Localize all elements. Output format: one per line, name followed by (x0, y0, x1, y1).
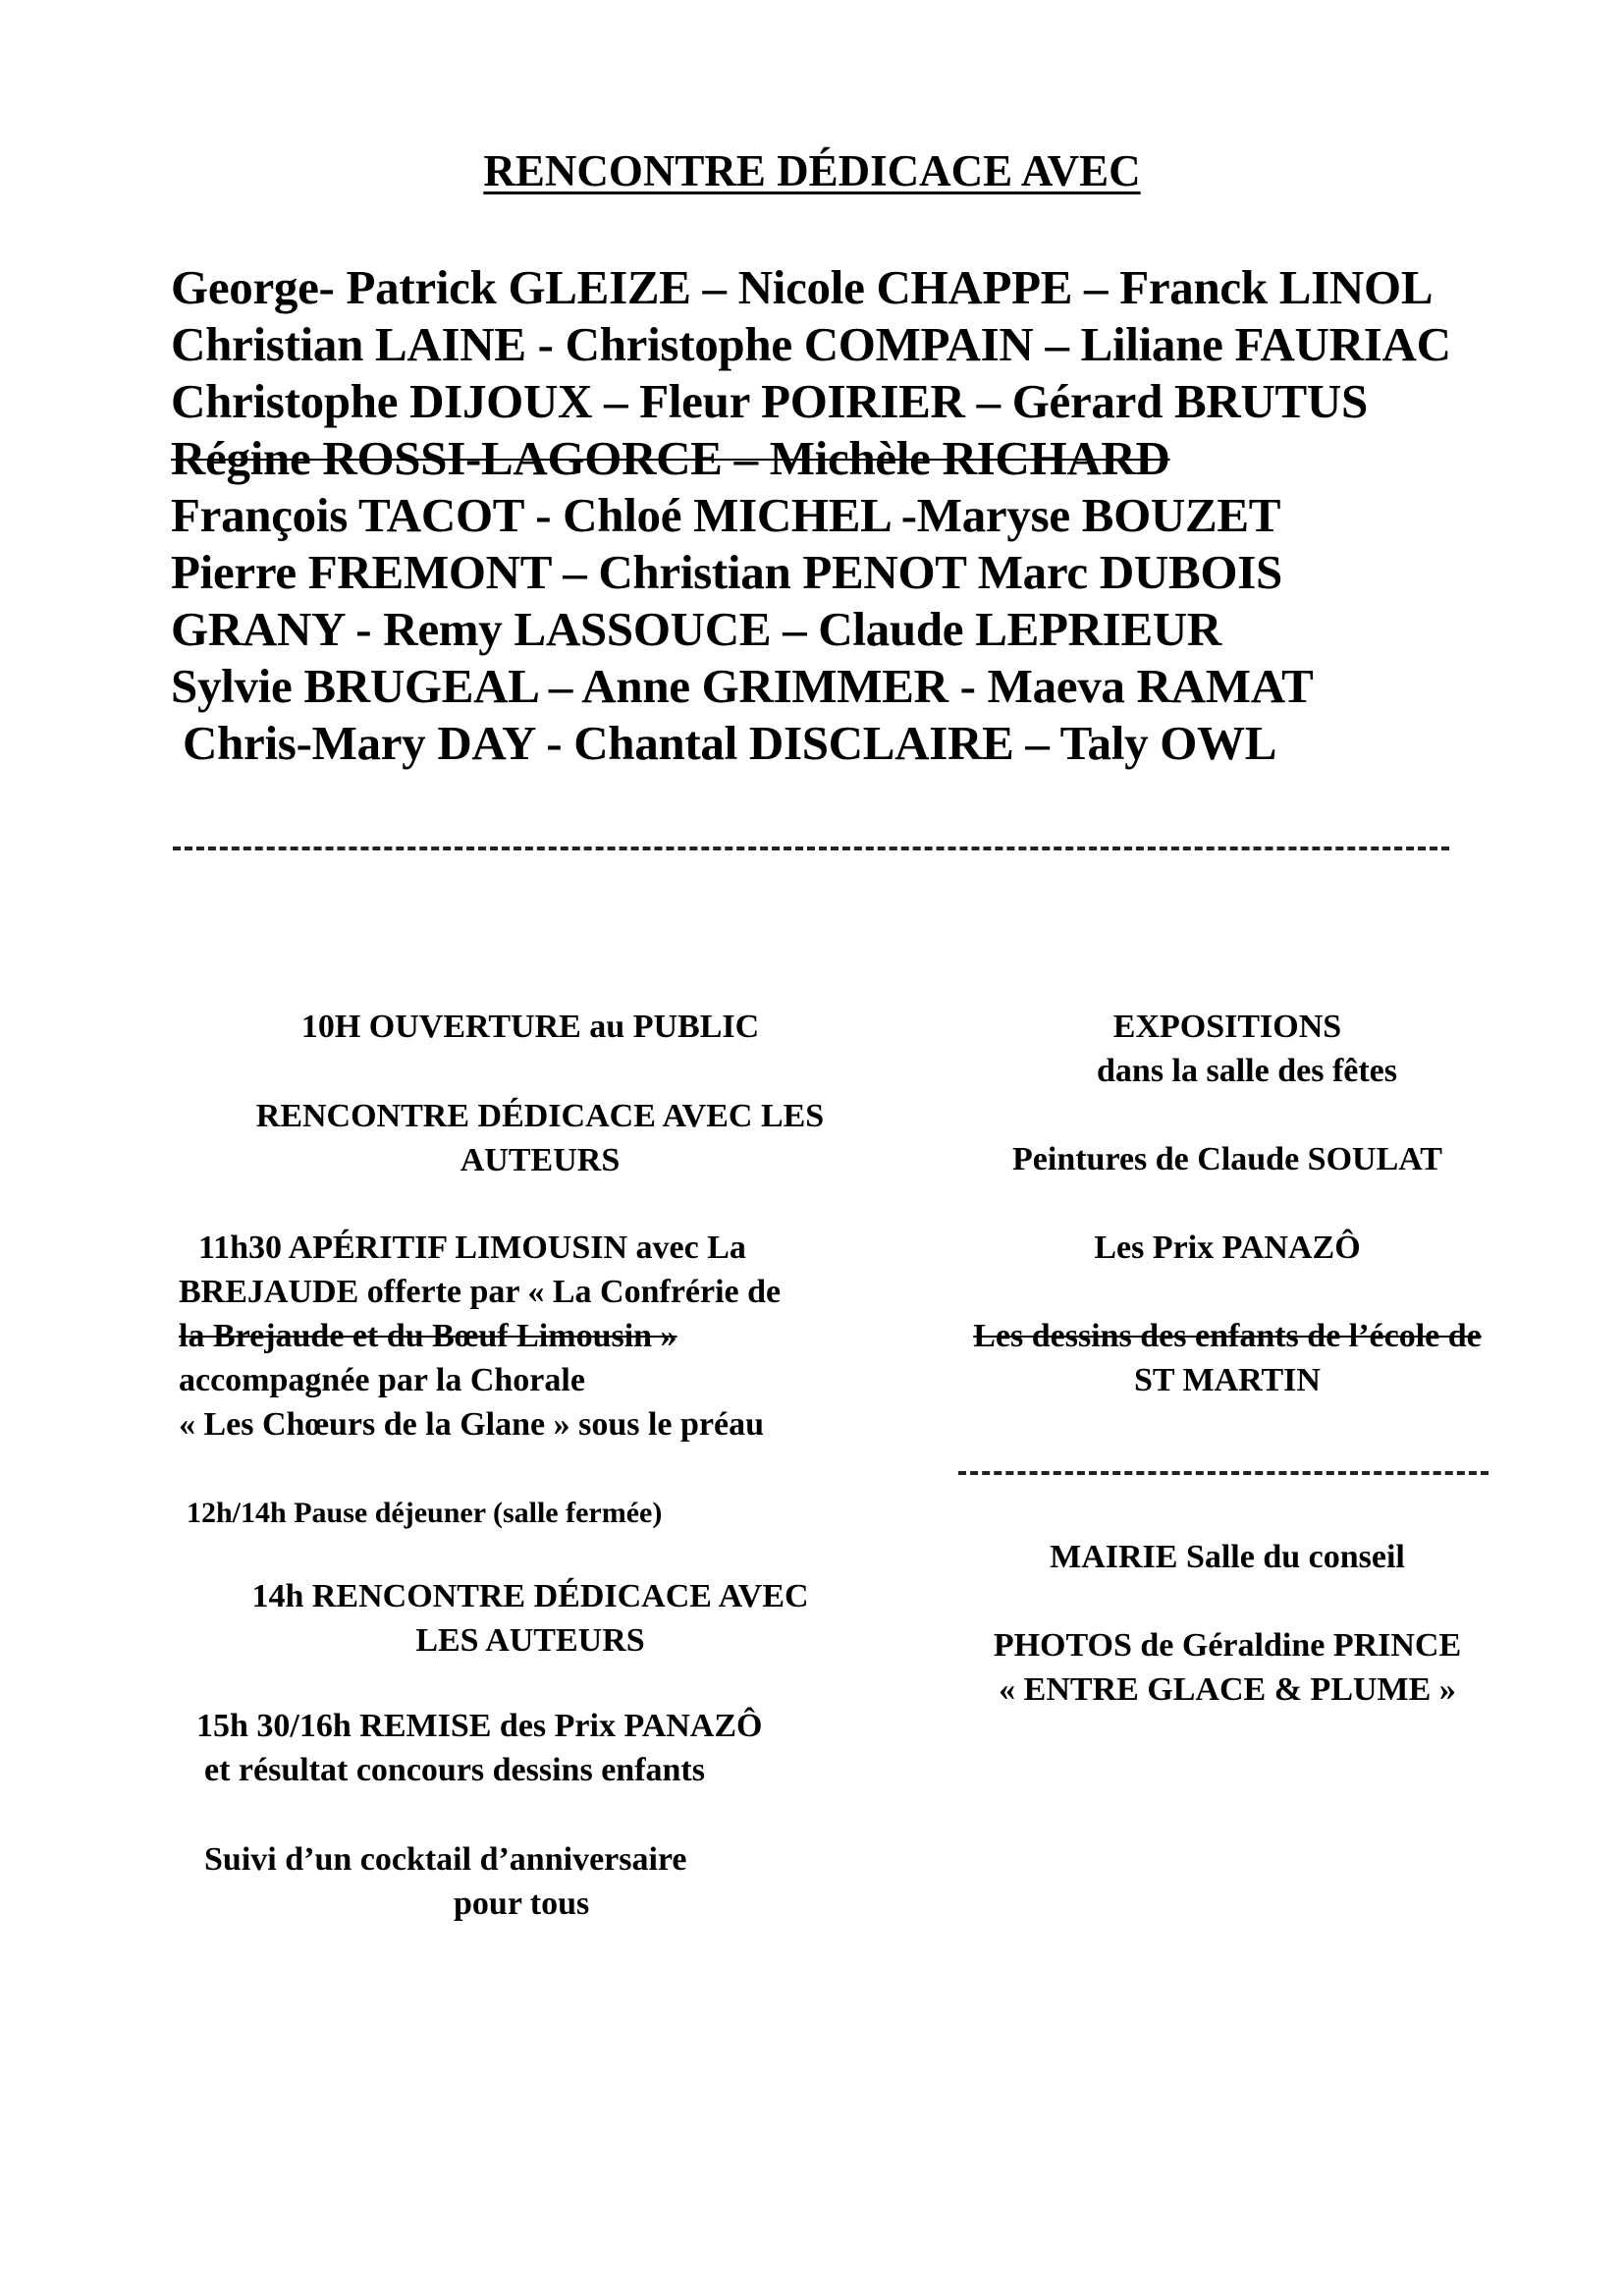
schedule-cocktail-line2: pour tous (454, 1885, 590, 1922)
schedule-meet1-line1: RENCONTRE DÉDICACE AVEC LES (255, 1098, 825, 1134)
authors-line: GRANY - Remy LASSOUCE – Claude LEPRIEUR (171, 602, 1222, 656)
exhibitions-photos-line2: « ENTRE GLACE & PLUME » (999, 1671, 1456, 1708)
schedule-awards-line2: et résultat concours dessins enfants (204, 1752, 705, 1788)
schedule-aperitif-line: « Les Chœurs de la Glane » sous le préau (179, 1406, 764, 1443)
authors-line: Christophe DIJOUX – Fleur POIRIER – Gérard BRUTUS (171, 374, 1368, 428)
schedule-meet1-line2: AUTEURS (460, 1142, 621, 1178)
schedule-lunch: 12h/14h Pause déjeuner (salle fermée) (187, 1497, 663, 1529)
exhibitions-prizes: Les Prix PANAZÔ (1094, 1229, 1361, 1266)
schedule-aperitif-line: accompagnée par la Chorale (179, 1362, 585, 1398)
exhibitions-divider (958, 1471, 1489, 1475)
exhibitions-paintings: Peintures de Claude SOULAT (1012, 1141, 1442, 1177)
exhibitions-drawings-line1: Les dessins des enfants de l’école de (973, 1318, 1482, 1354)
exhibitions-heading: EXPOSITIONS (1112, 1009, 1342, 1045)
schedule-meet2-line2: LES AUTEURS (415, 1622, 645, 1659)
authors-line: George- Patrick GLEIZE – Nicole CHAPPE – Franck LINOL (171, 260, 1434, 314)
authors-line: Sylvie BRUGEAL – Anne GRIMMER - Maeva RAMAT (171, 659, 1314, 713)
authors-line: Pierre FREMONT – Christian PENOT Marc DUBOIS (171, 545, 1282, 599)
authors-line: Régine ROSSI-LAGORCE – Michèle RICHARD (171, 431, 1170, 485)
authors-line: Chris-Mary DAY - Chantal DISCLAIRE – Taly OWL (183, 716, 1277, 770)
schedule-opening: 10H OUVERTURE au PUBLIC (300, 1009, 760, 1045)
schedule-meet2-line1: 14h RENCONTRE DÉDICACE AVEC (251, 1578, 809, 1614)
schedule-cocktail-line1: Suivi d’un cocktail d’anniversaire (204, 1841, 687, 1878)
schedule-awards-line1: 15h 30/16h REMISE des Prix PANAZÔ (196, 1708, 763, 1744)
exhibitions-location: dans la salle des fêtes (1097, 1053, 1397, 1089)
section-divider (173, 847, 1449, 850)
schedule-aperitif-line: 11h30 APÉRITIF LIMOUSIN avec La (198, 1229, 746, 1266)
authors-list (171, 259, 1451, 772)
exhibitions-mairie: MAIRIE Salle du conseil (1050, 1539, 1405, 1575)
schedule-aperitif-line: la Brejaude et du Bœuf Limousin » (179, 1318, 677, 1354)
authors-line: François TACOT - Chloé MICHEL -Maryse BOUZET (171, 488, 1281, 542)
exhibitions-drawings-line2: ST MARTIN (1134, 1362, 1321, 1398)
exhibitions-photos-line1: PHOTOS de Géraldine PRINCE (993, 1627, 1462, 1664)
page-title-text: RENCONTRE DÉDICACE AVEC (483, 146, 1141, 195)
authors-line: Christian LAINE - Christophe COMPAIN – Liliane FAURIAC (171, 317, 1451, 371)
page-title (0, 145, 1624, 196)
schedule-aperitif-line: BREJAUDE offerte par « La Confrérie de (179, 1274, 782, 1310)
